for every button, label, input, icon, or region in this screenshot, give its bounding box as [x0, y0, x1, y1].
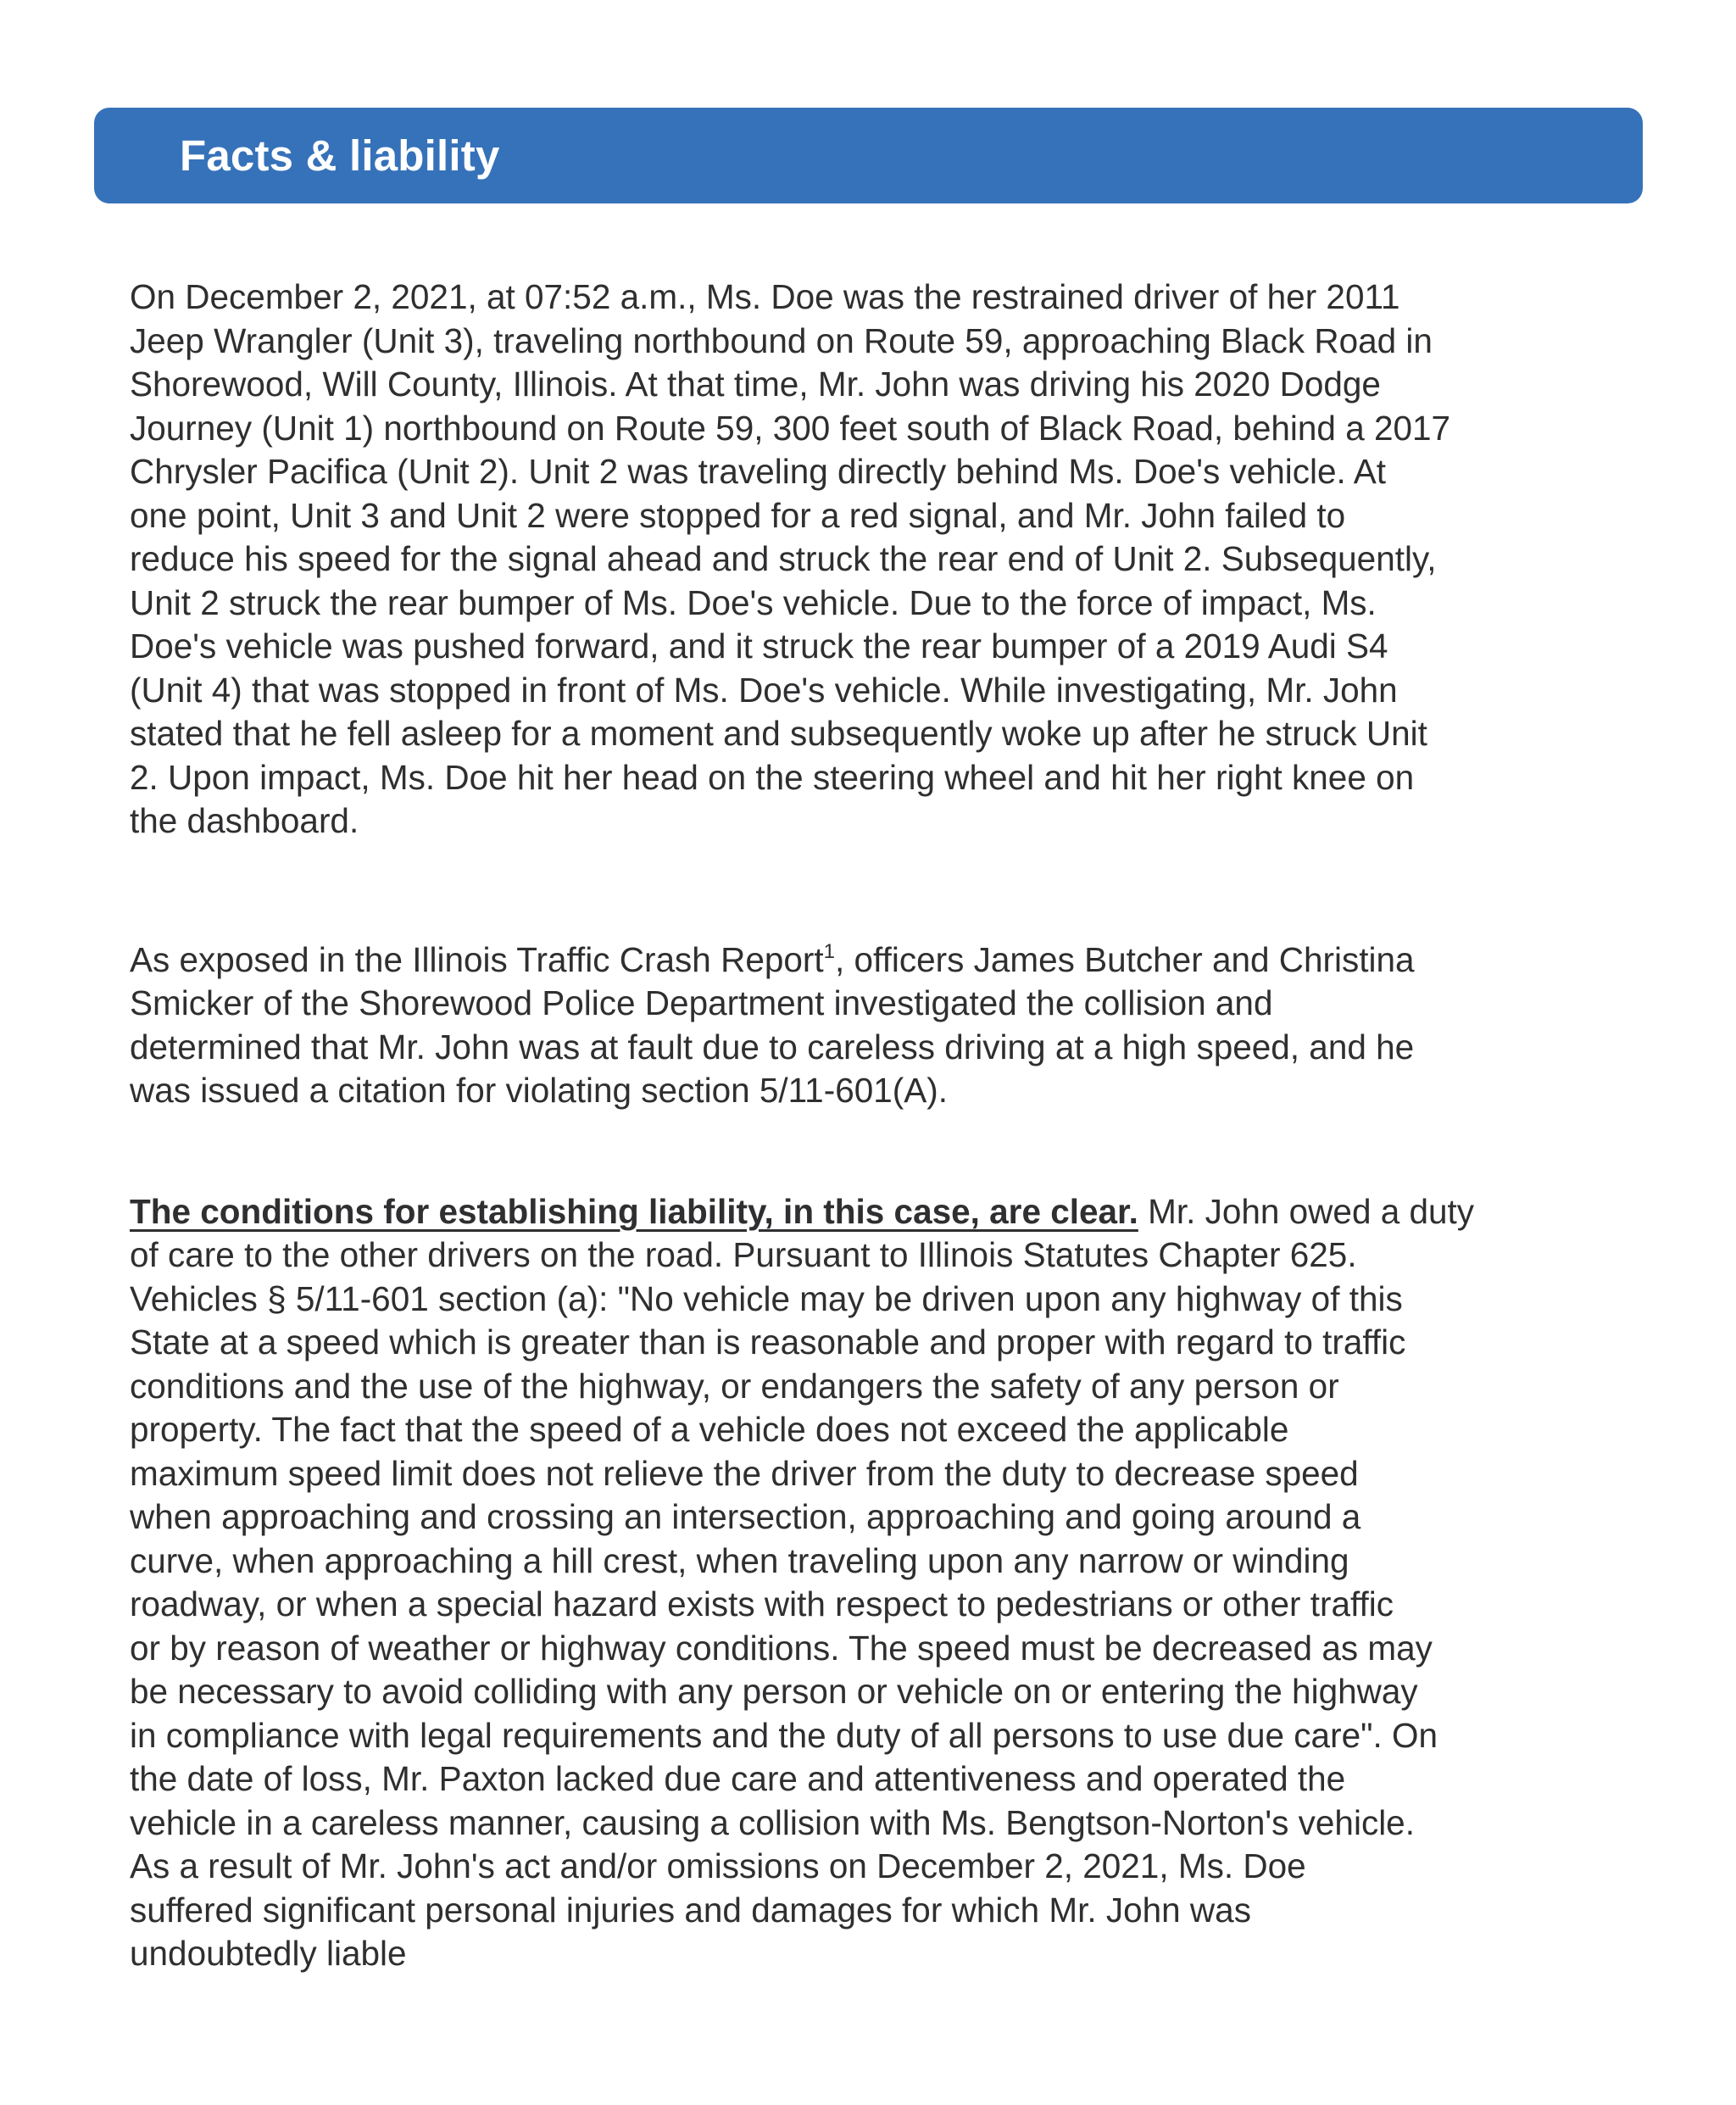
liability-body-text: Mr. John owed a duty of care to the other drivers on the road. Pursuant to Illinois Statutes Chapter 625. Vehicles § 5/11-601 section (a): "No vehicle may be driven upon any highway of this State at a speed which is greater than is reasonable and proper with regard to traffic conditions and the use of the highway, or endangers the safety of any person or property. The fact that the speed of a vehicle does not exceed the applicable maximum speed limit does not relieve the driver from the duty to decrease speed when approaching and crossing an intersection, approaching and going around a curve, when approaching a hill crest, when traveling upon any narrow or winding roadway, or when a special hazard exists with respect to pedestrians or other traffic or by reason of weather or highway conditions. The speed must be decreased as may be necessary to avoid colliding with any person or vehicle on or entering the highway in compliance with legal requirements and the duty of all persons to use due care". On the date of loss, Mr. Paxton lacked due care and attentiveness and operated the vehicle in a careless manner, causing a collision with Ms. Bengtson-Norton's vehicle. As a result of Mr. John's act and/or omissions on December 2, 2021, Ms. Doe suffered significant personal injuries and damages for which Mr. John was undoubtedly liable — [130, 1191, 1475, 1973]
facts-paragraph: On December 2, 2021, at 07:52 a.m., Ms. Doe was the restrained driver of her 2011 Jeep Wrangler (Unit 3), traveling northbound on Route 59, approaching Black Road in Shorewood, Will County, Illinois. At that time, Mr. John was driving his 2020 Dodge Journey (Unit 1) northbound on Route 59, 300 feet south of Black Road, behind a 2017 Chrysler Pacifica (Unit 2). Unit 2 was traveling directly behind Ms. Doe's vehicle. At one point, Unit 3 and Unit 2 were stopped for a red signal, and Mr. John failed to reduce his speed for the signal ahead and struck the rear end of Unit 2. Subsequently, Unit 2 struck the rear bumper of Ms. Doe's vehicle. Due to the force of impact, Ms. Doe's vehicle was pushed forward, and it struck the rear bumper of a 2019 Audi S4 (Unit 4) that was stopped in front of Ms. Doe's vehicle. While investigating, Mr. John stated that he fell asleep for a moment and subsequently woke up after he struck Unit 2. Upon impact, Ms. Doe hit her head on the steering wheel and hit her right knee on the dashboard. — [130, 277, 1451, 840]
section-header — [94, 108, 1643, 203]
document-body — [130, 276, 1609, 1976]
crash-report-text-start: As exposed in the Illinois Traffic Crash Report — [130, 939, 824, 979]
section-title: Facts & liability — [180, 131, 500, 180]
crash-report-paragraph — [130, 938, 1609, 1113]
liability-paragraph — [130, 1190, 1609, 1976]
footnote-marker: 1 — [823, 939, 836, 963]
crash-report-text-end: , officers James Butcher and Christina Smicker of the Shorewood Police Department investigated the collision and determined that Mr. John was at fault due to careless driving at a high speed, and he was issued a citation for violating section 5/11-601(A). — [130, 939, 1415, 1110]
liability-lead-sentence: The conditions for establishing liability, in this case, are clear. — [130, 1191, 1138, 1231]
